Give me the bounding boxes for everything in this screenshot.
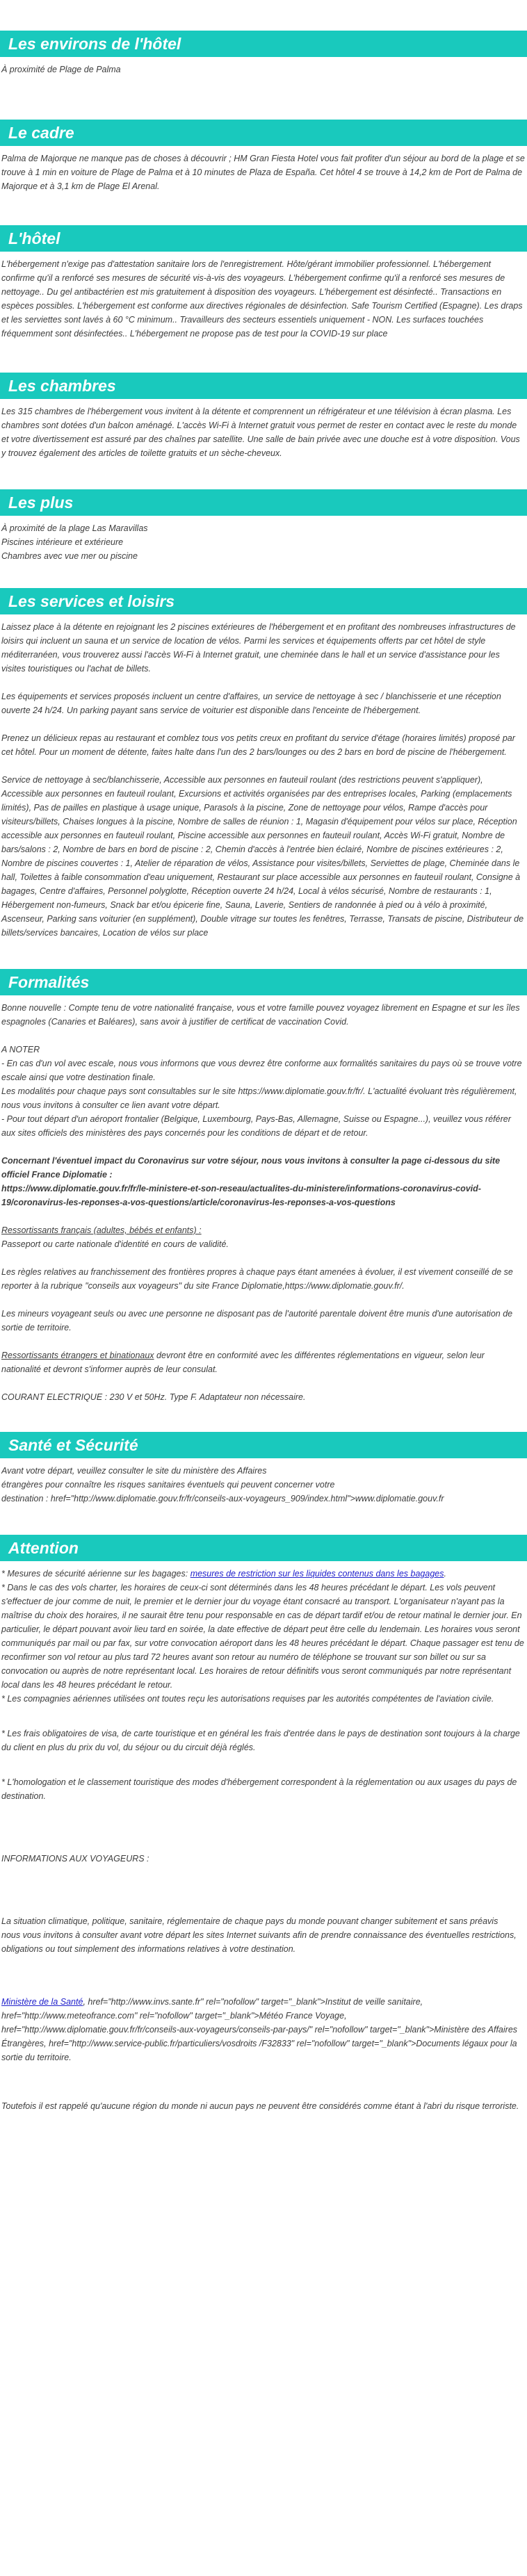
section-body-hotel — [0, 252, 527, 341]
formalites-covid-link: Concernant l'éventuel impact du Coronavirus sur votre séjour, nous vous invitons à consulter la page ci-dessous du site officiel France Diplomatie : https://www.diplomatie.gouv.fr/fr/le-ministere-et-son-reseau/actualites-du-ministere/informations-coronavirus-covid-19/coronavirus-les-reponses-a-vos-questions/article/coronavirus-les-reponses-a-vos-questions — [1, 1156, 501, 1207]
section-title-cadre: Le cadre — [0, 120, 527, 146]
formalites-ressortissants-head: Ressortissants français (adultes, bébés et enfants) : — [1, 1225, 202, 1235]
formalites-paragraph: Les mineurs voyageant seuls ou avec une personne ne disposant pas de l'autorité parentale doivent être munis d'une autorisation de sortie de territoire. — [1, 1309, 513, 1332]
section-formalites — [0, 969, 527, 1404]
section-sante — [0, 1432, 527, 1506]
section-body-plus — [0, 516, 527, 563]
chambres-text: Les 315 chambres de l'hébergement vous invitent à la détente et comprennent un réfrigérateur et une télévision à écran plasma. Les chambres sont dotées d'un balcon aménagé. L'accès Wi-Fi à Internet gratuit vous permet de rester en contact avec le reste du monde et votre divertissement est assuré par des chaînes par satellite. Une salle de bain privée avec une douche est à votre disposition. Vous y trouvez également des articles de toilette gratuits et un sèche-cheveux. — [1, 407, 520, 458]
section-title-formalites: Formalités — [0, 969, 527, 995]
attention-homologation: * L'homologation et le classement touristique des modes d'hébergement correspondent à la réglementation ou aux usages du pays de destination. — [1, 1777, 517, 1801]
attention-bagages-text: * Mesures de sécurité aérienne sur les bagages: — [1, 1569, 190, 1579]
plus-item: Chambres avec vue mer ou piscine — [1, 551, 138, 561]
section-title-environs: Les environs de l'hôtel — [0, 31, 527, 57]
attention-situation: La situation climatique, politique, sanitaire, réglementaire de chaque pays du monde pouvant changer subitement et sans préavis nous vous invitons à consulter avant votre départ les sites Internet suivants afin de prendre connaissance des éventuelles restrictions, obligations ou tout simplement des informations relatives à votre destination. — [1, 1916, 517, 1954]
sante-text: Avant votre départ, veuillez consulter le site du ministère des Affaires étrangères pour connaître les risques sanitaires éventuels qui peuvent concerner votre destination : href="http://www.diplomatie.gouv.fr/fr/conseils-aux-voyageurs_909/index.html">www.diplomatie.gouv.fr — [1, 1466, 444, 1503]
hotel-text: L'hébergement n'exige pas d'attestation sanitaire lors de l'enregistrement. Hôte/gérant immobilier professionnel. L'hébergement confirme qu'il a renforcé ses mesures de sécurité vis-à-vis des voyageurs. L'hébergement confirme qu'il a renforcé ses mesures de nettoyage.. Du gel antibactérien est mis gratuitement à disposition des voyageurs. L'hébergement est désinfecté.. Transactions en espèces possibles. L'hébergement est conforme aux directives régionales de désinfection. Safe Tourism Certified (Espagne). Les draps et les serviettes sont lavés à 60 °C minimum.. Travailleurs des secteurs essentiels uniquement - NON. Les surfaces touchées fréquemment sont désinfectées.. L'hébergement ne propose pas de test pour la COVID-19 sur place — [1, 259, 523, 339]
plus-item: À proximité de la plage Las Maravillas — [1, 523, 148, 533]
services-paragraph: Laissez place à la détente en rejoignant les 2 piscines extérieures de l'hébergement et en profitant des nombreuses infrastructures de loisirs qui incluent un sauna et un service de location de vélos. Parmi les services et équipements offerts par cet hôtel de style méditerranéen, vous trouverez aussi l'accès Wi-Fi à Internet gratuit, une cheminée dans le hall et un service d'assistance pour les visites touristiques ou l'achat de billets. — [1, 622, 516, 674]
section-title-chambres: Les chambres — [0, 373, 527, 399]
section-body-attention — [0, 1561, 527, 2113]
section-title-services: Les services et loisirs — [0, 588, 527, 614]
services-paragraph: Service de nettoyage à sec/blanchisserie, Accessible aux personnes en fauteuil roulant (des restrictions peuvent s'appliquer), Accessible aux personnes en fauteuil roulant, Excursions et activités organisées par des entreprises locales, Parking (emplacements limités), Pas de pailles en plastique à usage unique, Parasols à la piscine, Zone de nettoyage pour vélos, Rampe d'accès pour visiteurs/billets, Chaises longues à la piscine, Nombre de salles de réunion : 1, Magasin d'équipement pour vélos sur place, Réception accessible aux personnes en fauteuil roulant, Piscine accessible aux personnes en fauteuil roulant, Accès Wi-Fi gratuit, Nombre de bars/salons : 2, Nombre de bars en bord de piscine : 2, Chemin d'accès à l'entrée bien éclairé, Nombre de piscines extérieures : 2, Nombre de piscines couvertes : 1, Atelier de réparation de vélos, Assistance pour visites/billets, Serviettes de plage, Cheminée dans le hall, Toilettes à faible consommation d'eau uniquement, Restaurant sur place accessible aux personnes en fauteuil roulant, Consigne à bagages, Centre d'affaires, Personnel polyglotte, Réception ouverte 24 h/24, Local à vélos sécurisé, Nombre de restaurants : 1, Hébergement non-fumeurs, Snack bar et/ou épicerie fine, Sauna, Laverie, Sentiers de randonnée à pied ou à vélo à proximité, Ascenseur, Parking sans voiturier (en supplément), Double vitrage sur toutes les fenêtres, Terrasse, Transats de piscine, Distributeur de billets/services bancaires, Location de vélos sur place — [1, 775, 524, 938]
section-body-cadre — [0, 146, 527, 193]
attention-bagages — [1, 1567, 526, 1581]
section-body-services — [0, 614, 527, 940]
attention-links-text: , href="http://www.invs.sante.fr" rel="nofollow" target="_blank">Institut de veille sanitaire, href="http://www.meteofrance.com" rel="nofollow" target="_blank">Météo France Voyage, href="http://www.diplomatie.gouv.fr/fr/conseils-aux-voyageurs/conseils-par-pays/" rel="nofollow" target="_blank">Ministère des Affaires Étrangères, href="http://www.service-public.fr/particuliers/vosdroits /F32833" rel="nofollow" target="_blank">Documents légaux pour la sortie du territoire. — [1, 1997, 518, 2062]
services-paragraph: Les équipements et services proposés incluent un centre d'affaires, un service de nettoyage à sec / blanchisserie et une réception ouverte 24 h/24. Un parking payant sans service de voiturier est disponible dans l'enceinte de l'hébergement. — [1, 692, 501, 715]
section-cadre — [0, 120, 527, 193]
section-attention — [0, 1535, 527, 2113]
formalites-courant: COURANT ELECTRIQUE : 230 V et 50Hz. Type F. Adaptateur non nécessaire. — [1, 1392, 306, 1402]
section-title-sante: Santé et Sécurité — [0, 1432, 527, 1458]
attention-info-head: INFORMATIONS AUX VOYAGEURS : — [1, 1854, 149, 1864]
plus-item: Piscines intérieure et extérieure — [1, 537, 124, 547]
page — [0, 31, 527, 2113]
cadre-text: Palma de Majorque ne manque pas de choses à découvrir ; HM Gran Fiesta Hotel vous fait profiter d'un séjour au bord de la plage et se trouve à 1 min en voiture de Plage de Palma et à 10 minutes de Plaza de España. Cet hôtel 4 se trouve à 14,2 km de Port de Palma de Majorque et à 3,1 km de Plage El Arenal. — [1, 154, 525, 191]
section-plus — [0, 489, 527, 563]
section-environs — [0, 31, 527, 76]
formalites-etrangers-text: devront être en conformité avec les différentes réglementations en vigueur, selon leur nationalité et devront s'informer auprès de leur consulat. — [1, 1351, 485, 1374]
liquids-restriction-link[interactable]: mesures de restriction sur les liquides contenus dans les bagages — [190, 1569, 444, 1579]
attention-links — [1, 1995, 526, 2064]
attention-bagages-end: . — [444, 1569, 446, 1579]
section-body-formalites — [0, 995, 527, 1404]
section-title-attention: Attention — [0, 1535, 527, 1561]
formalites-note: A NOTER - En cas d'un vol avec escale, nous vous informons que vous devrez être conforme aux formalités sanitaires du pays où se trouve votre escale ainsi que votre destination finale. Les modalités pour chaque pays sont consultables sur le site https://www.diplomatie.gouv.fr/fr/. L'actualité évoluant très régulièrement, nous vous invitons à consulter ce lien avant votre départ. - Pour tout départ d'un aéroport frontalier (Belgique, Luxembourg, Pays-Bas, Allemagne, Suisse ou Espagne...), veuillez vous référer aux sites officiels des ministères des pays concernés pour les conditions de départ et de retour. — [1, 1045, 522, 1138]
attention-visa: * Les frais obligatoires de visa, de carte touristique et en général les frais d'entrée dans le pays de destination sont toujours à la charge du client en plus du prix du vol, du séjour ou du circuit déjà réglés. — [1, 1729, 520, 1752]
section-chambres — [0, 373, 527, 460]
section-title-hotel: L'hôtel — [0, 225, 527, 252]
section-body-environs — [0, 57, 527, 76]
formalites-paragraph: Bonne nouvelle : Compte tenu de votre nationalité française, vous et votre famille pouvez voyagez librement en Espagne et sur les îles espagnoles (Canaries et Baléares), sans avoir à justifier de certificat de vaccination Covid. — [1, 1003, 520, 1027]
section-hotel — [0, 225, 527, 341]
section-title-plus: Les plus — [0, 489, 527, 516]
formalites-paragraph: Les règles relatives au franchissement des frontières propres à chaque pays étant amenées à évoluer, il est vivement conseillé de se reporter à la rubrique "conseils aux voyageurs" du site France Diplomatie,https://www.diplomatie.gouv.fr/. — [1, 1267, 513, 1291]
formalites-etrangers — [1, 1348, 526, 1376]
services-paragraph: Prenez un délicieux repas au restaurant et comblez tous vos petits creux en profitant du service d'étage (horaires limités) proposé par cet hôtel. Pour un moment de détente, faites halte dans l'un des 2 bars/lounges ou des 2 bars en bord de piscine de l'hébergement. — [1, 733, 515, 757]
formalites-ressortissants — [1, 1223, 526, 1251]
section-services — [0, 588, 527, 940]
section-body-sante — [0, 1458, 527, 1506]
formalites-etrangers-head: Ressortissants étrangers et binationaux — [1, 1351, 154, 1360]
attention-terrorisme: Toutefois il est rappelé qu'aucune région du monde ni aucun pays ne peuvent être considérés comme étant à l'abri du risque terroriste. — [1, 2101, 519, 2111]
section-body-chambres — [0, 399, 527, 460]
formalites-ressortissants-text: Passeport ou carte nationale d'identité en cours de validité. — [1, 1239, 229, 1249]
attention-charter: * Dans le cas des vols charter, les horaires de ceux-ci sont déterminés dans les 48 heures précédant le départ. Les vols peuvent s'effectuer de jour comme de nuit, le premier et le dernier jour du voyage étant consacré au transport. L'organisateur n'ayant pas la maîtrise du choix des horaires, il ne saurait être tenu pour responsable en cas de départ tardif et/ou de retour matinal le dernier jour. En particulier, le départ pouvant avoir lieu tard en soirée, la date effective de départ peut être celle du lendemain. Les horaires vous seront communiqués par mail ou par fax, sur votre convocation aéroport dans les 48 heures précédant le départ. Chaque passager est tenu de reconfirmer son vol retour au plus tard 72 heures avant son retour au numéro de téléphone se trouvant sur son billet ou sur sa convocation ou auprès de notre représentant local. Les horaires de retour définitifs vous seront communiqués par notre représentant local dans les 48 heures précédant le retour. * Les compagnies aériennes utilisées ont toutes reçu les autorisations requises par les autorités compétentes de l'aviation civile. — [1, 1583, 524, 1704]
environs-text: À proximité de Plage de Palma — [1, 65, 121, 74]
ministere-sante-link[interactable]: Ministère de la Santé — [1, 1997, 83, 2007]
